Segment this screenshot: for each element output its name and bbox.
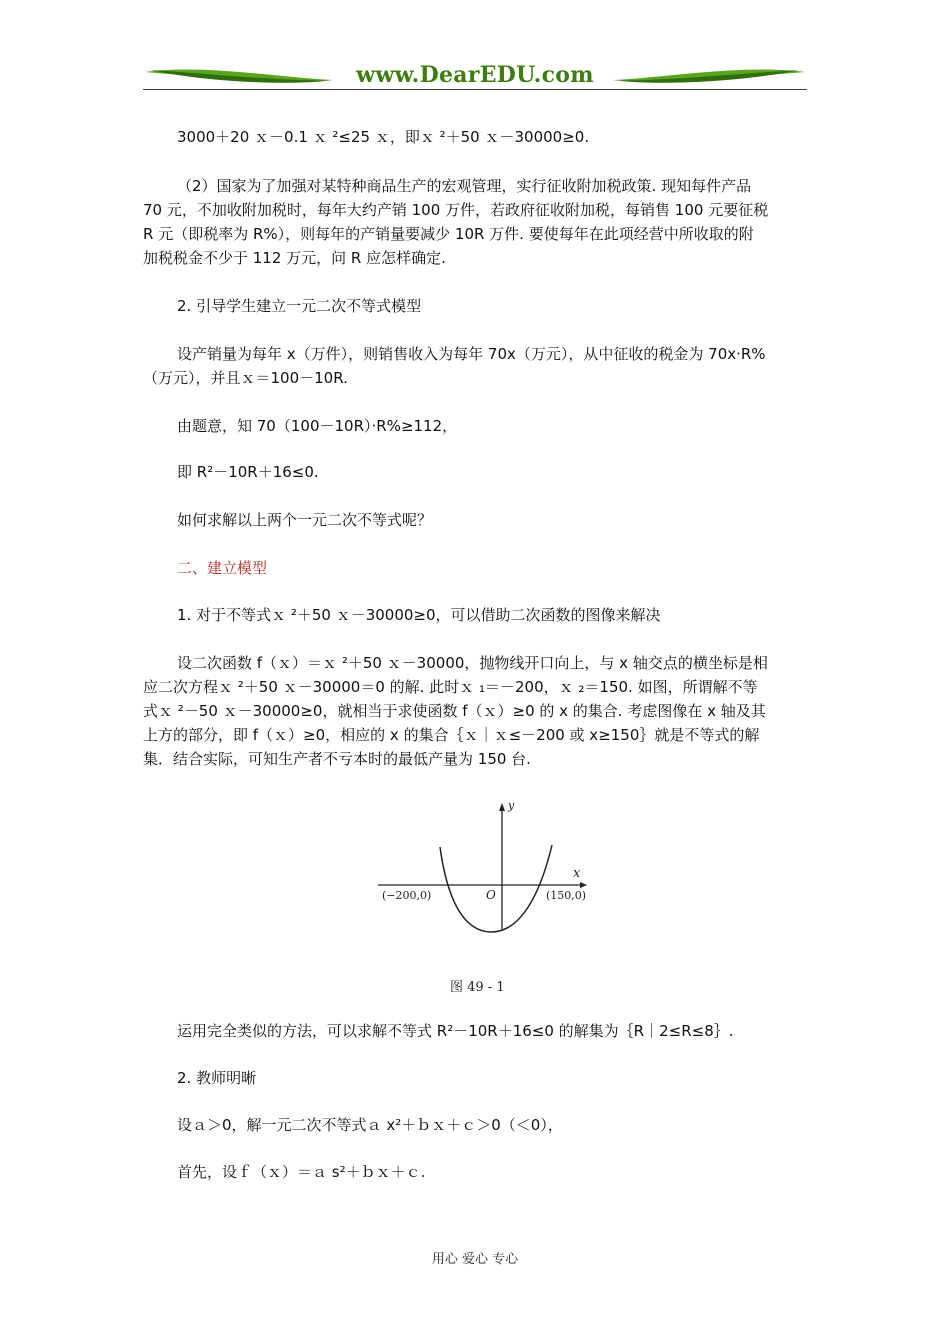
figure-caption: 图 49 - 1: [450, 980, 505, 995]
text-line: 首先，设ｆ（ｘ）＝ａ s²＋ｂｘ＋ｃ.: [177, 1163, 426, 1181]
y-axis-label: y: [508, 799, 515, 812]
text-line: R 元（即税率为 R%），则每年的产销量要减少 10R 万件. 要使每年在此项经营中所收取的附: [143, 225, 754, 243]
text-line: 即 R²－10R＋16≤0.: [177, 463, 319, 481]
right-root-label: (150,0): [546, 889, 587, 902]
text-line: 由题意，知 70（100－10R）·R%≥112，: [177, 417, 458, 435]
origin-label: O: [486, 888, 496, 902]
text-line: 3000＋20 ｘ－0.1 ｘ ²≤25 ｘ，即ｘ ²＋50 ｘ－30000≥0.: [177, 128, 590, 146]
text-line: 应二次方程ｘ ²＋50 ｘ－30000＝0 的解. 此时ｘ ₁＝－200，ｘ ₂＝150. 如图，所谓解不等: [143, 678, 758, 696]
site-logo-text: www.DearEDU.com: [356, 62, 594, 88]
text-line: （2）国家为了加强对某特种商品生产的宏观管理，实行征收附加税政策. 现知每件产品: [177, 177, 752, 195]
text-line: 集．结合实际，可知生产者不亏本时的最低产量为 150 台.: [143, 750, 531, 768]
text-line: 上方的部分，即 f（ｘ）≥0，相应的 x 的集合｛ｘ｜ｘ≤－200 或 x≥150｝就是不等式的解: [143, 726, 760, 744]
x-axis-arrow: [580, 882, 587, 888]
text-line: 设ａ＞0，解一元二次不等式ａ x²＋ｂｘ＋ｃ＞0（＜0），: [177, 1116, 563, 1134]
page-footer: 用心 爱心 专心: [431, 1252, 519, 1267]
parabola-curve: [440, 845, 552, 932]
section-title: 1. 对于不等式ｘ ²＋50 ｘ－30000≥0，可以借助二次函数的图像来解决: [177, 606, 661, 624]
text-line: 设二次函数 f（ｘ）＝ｘ ²＋50 ｘ－30000，抛物线开口向上，与 x 轴交点的横坐标是相: [177, 654, 768, 672]
parabola-figure: [370, 795, 605, 995]
text-line: 运用完全类似的方法，可以求解不等式 R²－10R＋16≤0 的解集为｛R｜2≤R≤8｝.: [177, 1022, 734, 1040]
left-root-label: (−200,0): [382, 889, 432, 902]
text-line: 设产销量为每年 x（万件），则销售收入为每年 70x（万元），从中征收的税金为 70x·R%: [177, 345, 766, 363]
text-line: 式ｘ ²－50 ｘ－30000≥0，就相当于求使函数 f（ｘ）≥0 的 x 的集合. 考虑图像在 x 轴及其: [143, 702, 766, 720]
text-line: 如何求解以上两个一元二次不等式呢？: [177, 511, 433, 529]
text-line: （万元），并且ｘ＝100－10R.: [143, 369, 348, 387]
y-axis-arrow: [499, 803, 505, 811]
chapter-heading: 二、建立模型: [177, 559, 268, 577]
text-line: 70 元，不加收附加税时，每年大约产销 100 万件，若政府征收附加税，每销售 100 元要征税: [143, 201, 769, 219]
text-line: 加税税金不少于 112 万元，问 R 应怎样确定.: [143, 249, 446, 267]
header-rule: [143, 89, 807, 90]
section-title: 2. 教师明晰: [177, 1069, 257, 1087]
section-title: 2. 引导学生建立一元二次不等式模型: [177, 297, 422, 315]
x-axis-label: x: [573, 866, 581, 881]
